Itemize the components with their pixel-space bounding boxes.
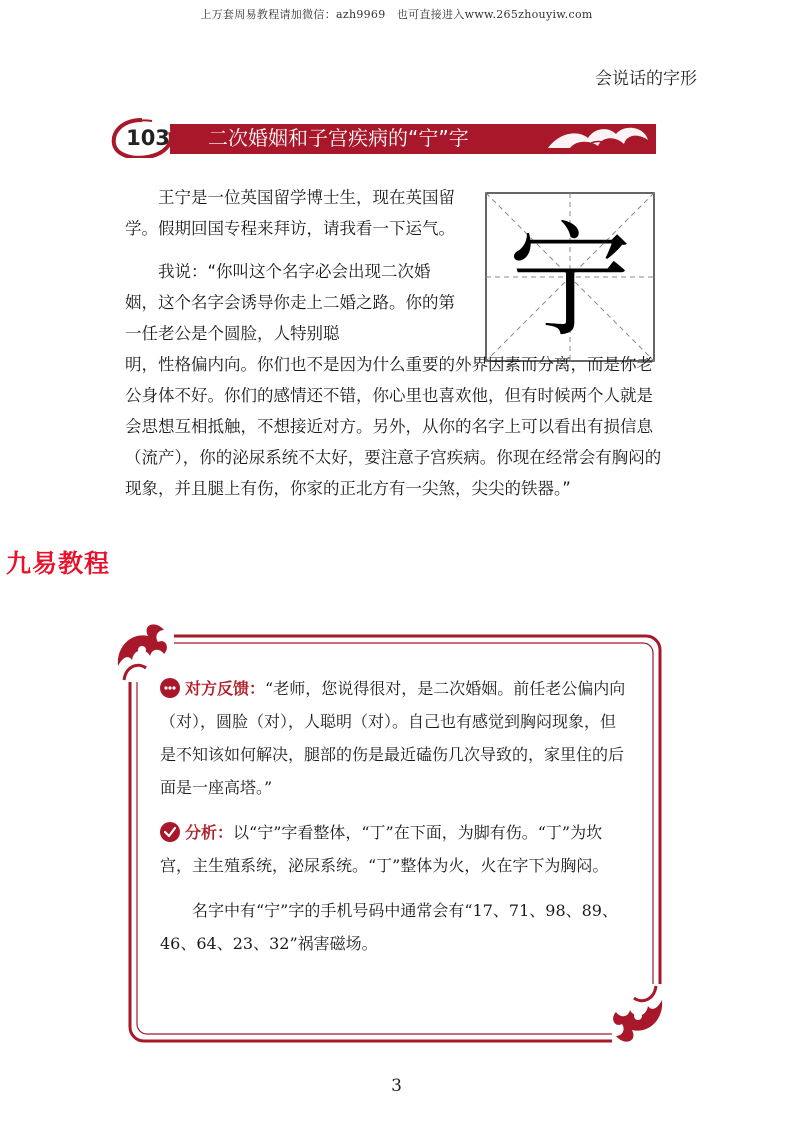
feedback-paragraph: [160, 672, 630, 804]
running-head: 会说话的字形: [595, 69, 697, 89]
feedback-text: “老师，您说得很对，是二次婚姻。前任老公偏内向（对），圆脸（对），人聪明（对）。自己也有感觉到胸闷现象，但是不知该如何解决，腿部的伤是最近磕伤几次导致的，家里住的后面是一座高塔。”: [160, 679, 626, 797]
body-paragraph-2-rest: 明，性格偏内向。你们也不是因为什么重要的外界因素而分离，而是你老公身体不好。你们的感情还不错，你心里也喜欢他，但有时候两个人就是会思想互相抵触，不想接近对方。另外，从你的名字上可以看出有损信息（流产），你的泌尿系统不太好，要注意子宫疾病。你现在经常会有胸闷的现象，并且腿上有伤，你家的正北方有一尖煞，尖尖的铁器。”: [125, 355, 662, 498]
body-paragraph-1: 王宁是一位英国留学博士生，现在英国留学。假期回国专程来拜访，请我看一下运气。: [125, 188, 455, 238]
feedback-content: [160, 672, 630, 972]
watermark-logo: 九易教程: [6, 549, 111, 578]
top-banner: 上万套周易教程请加微信：azh9969 也可直接进入www.265zhouyiw.com: [200, 8, 593, 21]
analysis-paragraph: [160, 816, 630, 882]
analysis-text: 以“宁”字看整体，“丁”在下面，为脚有伤。“丁”为坎宫，主生殖系统，泌尿系统。“丁”整体为火，火在字下为胸闷。: [160, 823, 609, 875]
feedback-label: 对方反馈：: [185, 679, 266, 698]
note-paragraph: 名字中有“宁”字的手机号码中通常会有“17、71、98、89、46、64、23、32”祸害磁场。: [160, 901, 618, 953]
speech-bubble-icon: [160, 678, 180, 698]
check-icon: [160, 822, 180, 842]
chapter-title-band: [108, 118, 656, 158]
body-paragraph-2-start: 我说：“你叫这个名字必会出现二次婚姻，这个名字会诱导你走上二婚之路。你的第一任老公是个圆脸，人特别聪: [125, 262, 455, 343]
chapter-number: 103: [126, 126, 170, 150]
chapter-title: 二次婚姻和子宫疾病的“宁”字: [208, 126, 469, 150]
featured-character: 宁: [507, 210, 633, 354]
body-text: [125, 182, 665, 516]
page-number: 3: [391, 1076, 402, 1096]
analysis-label: 分析：: [185, 823, 234, 842]
